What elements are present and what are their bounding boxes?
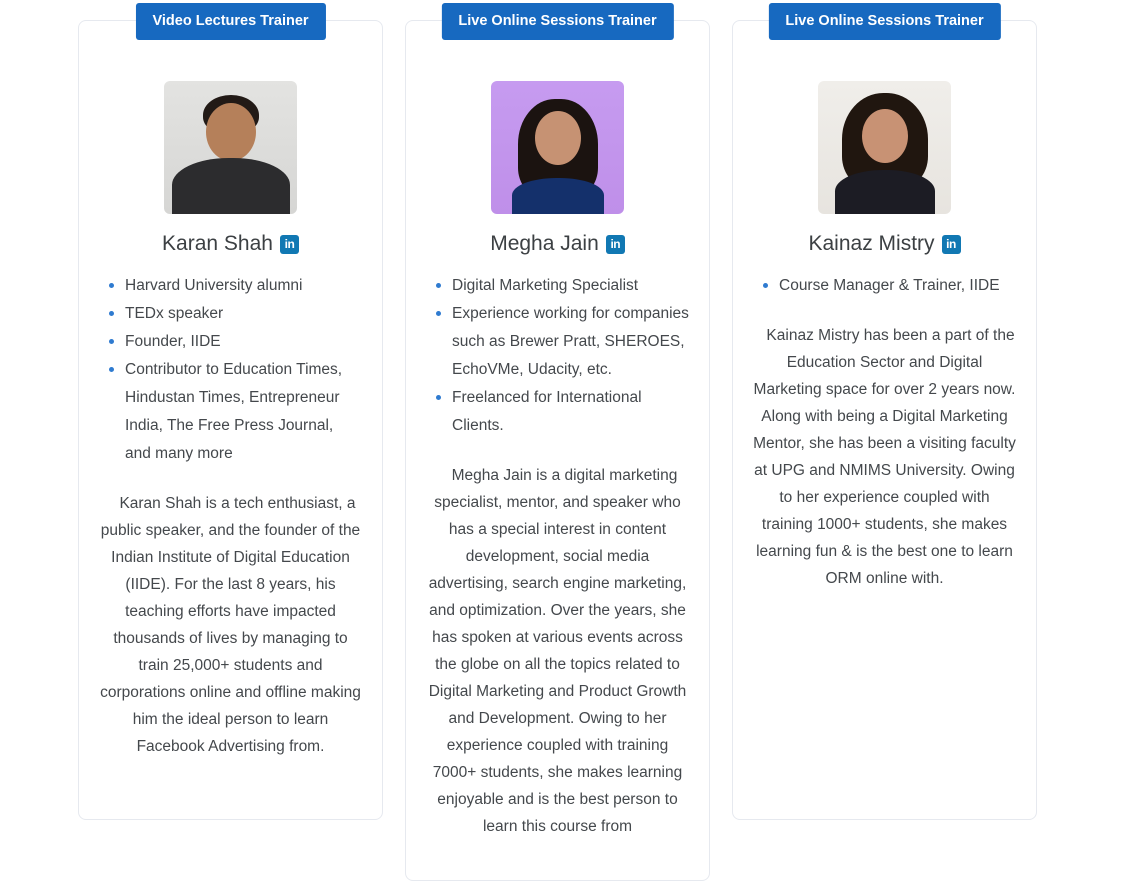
trainer-bio: Kainaz Mistry has been a part of the Education Sector and Digital Marketing space for over 2 years now. Along with being a Digital Marketing Mentor, she has been a visiting faculty at UPG and NMIMS University. Owing to her experience coupled with training 1000+ students, she makes learning fun & is the best one to learn ORM online with. — [753, 327, 1016, 587]
trainer-name: Karan Shah — [162, 232, 273, 255]
trainer-card — [732, 13, 1037, 820]
photo-body — [835, 170, 935, 214]
list-item: Contributor to Education Times, Hindustan Times, Entrepreneur India, The Free Press Journal, and many more — [121, 356, 362, 468]
trainer-name-row — [426, 232, 689, 256]
list-item: Course Manager & Trainer, IIDE — [775, 272, 1016, 300]
linkedin-icon[interactable]: in — [942, 235, 961, 254]
photo-head — [862, 109, 908, 163]
trainer-card — [405, 13, 710, 881]
list-item: Harvard University alumni — [121, 272, 362, 300]
trainer-facts-list — [426, 272, 689, 440]
trainer-photo — [818, 81, 951, 214]
photo-body — [512, 178, 604, 214]
trainer-bio: Karan Shah is a tech enthusiast, a public speaker, and the founder of the Indian Institute of Digital Education (IIDE). For the last 8 years, his teaching efforts have impacted thousands of lives by managing to train 25,000+ students and corporations online and offline making him the ideal person to learn Facebook Advertising from. — [100, 495, 361, 755]
trainer-badge: Live Online Sessions Trainer — [768, 3, 1000, 40]
list-item: Founder, IIDE — [121, 328, 362, 356]
trainer-name-row — [99, 232, 362, 256]
trainer-photo-wrap — [426, 81, 689, 214]
trainer-photo — [164, 81, 297, 214]
trainer-photo-wrap — [753, 81, 1016, 214]
photo-head — [206, 103, 256, 161]
list-item: Freelanced for International Clients. — [448, 384, 689, 440]
trainer-card — [78, 13, 383, 820]
list-item: Experience working for companies such as Brewer Pratt, SHEROES, EchoVMe, Udacity, etc. — [448, 300, 689, 384]
trainer-name: Megha Jain — [490, 232, 599, 255]
trainer-bio: Megha Jain is a digital marketing specialist, mentor, and speaker who has a special interest in content development, social media advertising, search engine marketing, and optimization. Over the years, she has spoken at various events across the globe on all the topics related to Digital Marketing and Product Growth and Development. Owing to her experience coupled with training 7000+ students, she makes learning enjoyable and is the best person to learn this course from — [428, 467, 687, 835]
trainer-facts-list — [753, 272, 1016, 300]
list-item: Digital Marketing Specialist — [448, 272, 689, 300]
photo-body — [172, 158, 290, 214]
trainer-name-row — [753, 232, 1016, 256]
linkedin-icon[interactable]: in — [606, 235, 625, 254]
trainer-photo-wrap — [99, 81, 362, 214]
photo-head — [535, 111, 581, 165]
list-item: TEDx speaker — [121, 300, 362, 328]
trainer-badge: Live Online Sessions Trainer — [441, 3, 673, 40]
trainer-facts-list — [99, 272, 362, 468]
trainer-photo — [491, 81, 624, 214]
trainer-badge: Video Lectures Trainer — [135, 3, 325, 40]
linkedin-icon[interactable]: in — [280, 235, 299, 254]
trainer-name: Kainaz Mistry — [808, 232, 935, 255]
